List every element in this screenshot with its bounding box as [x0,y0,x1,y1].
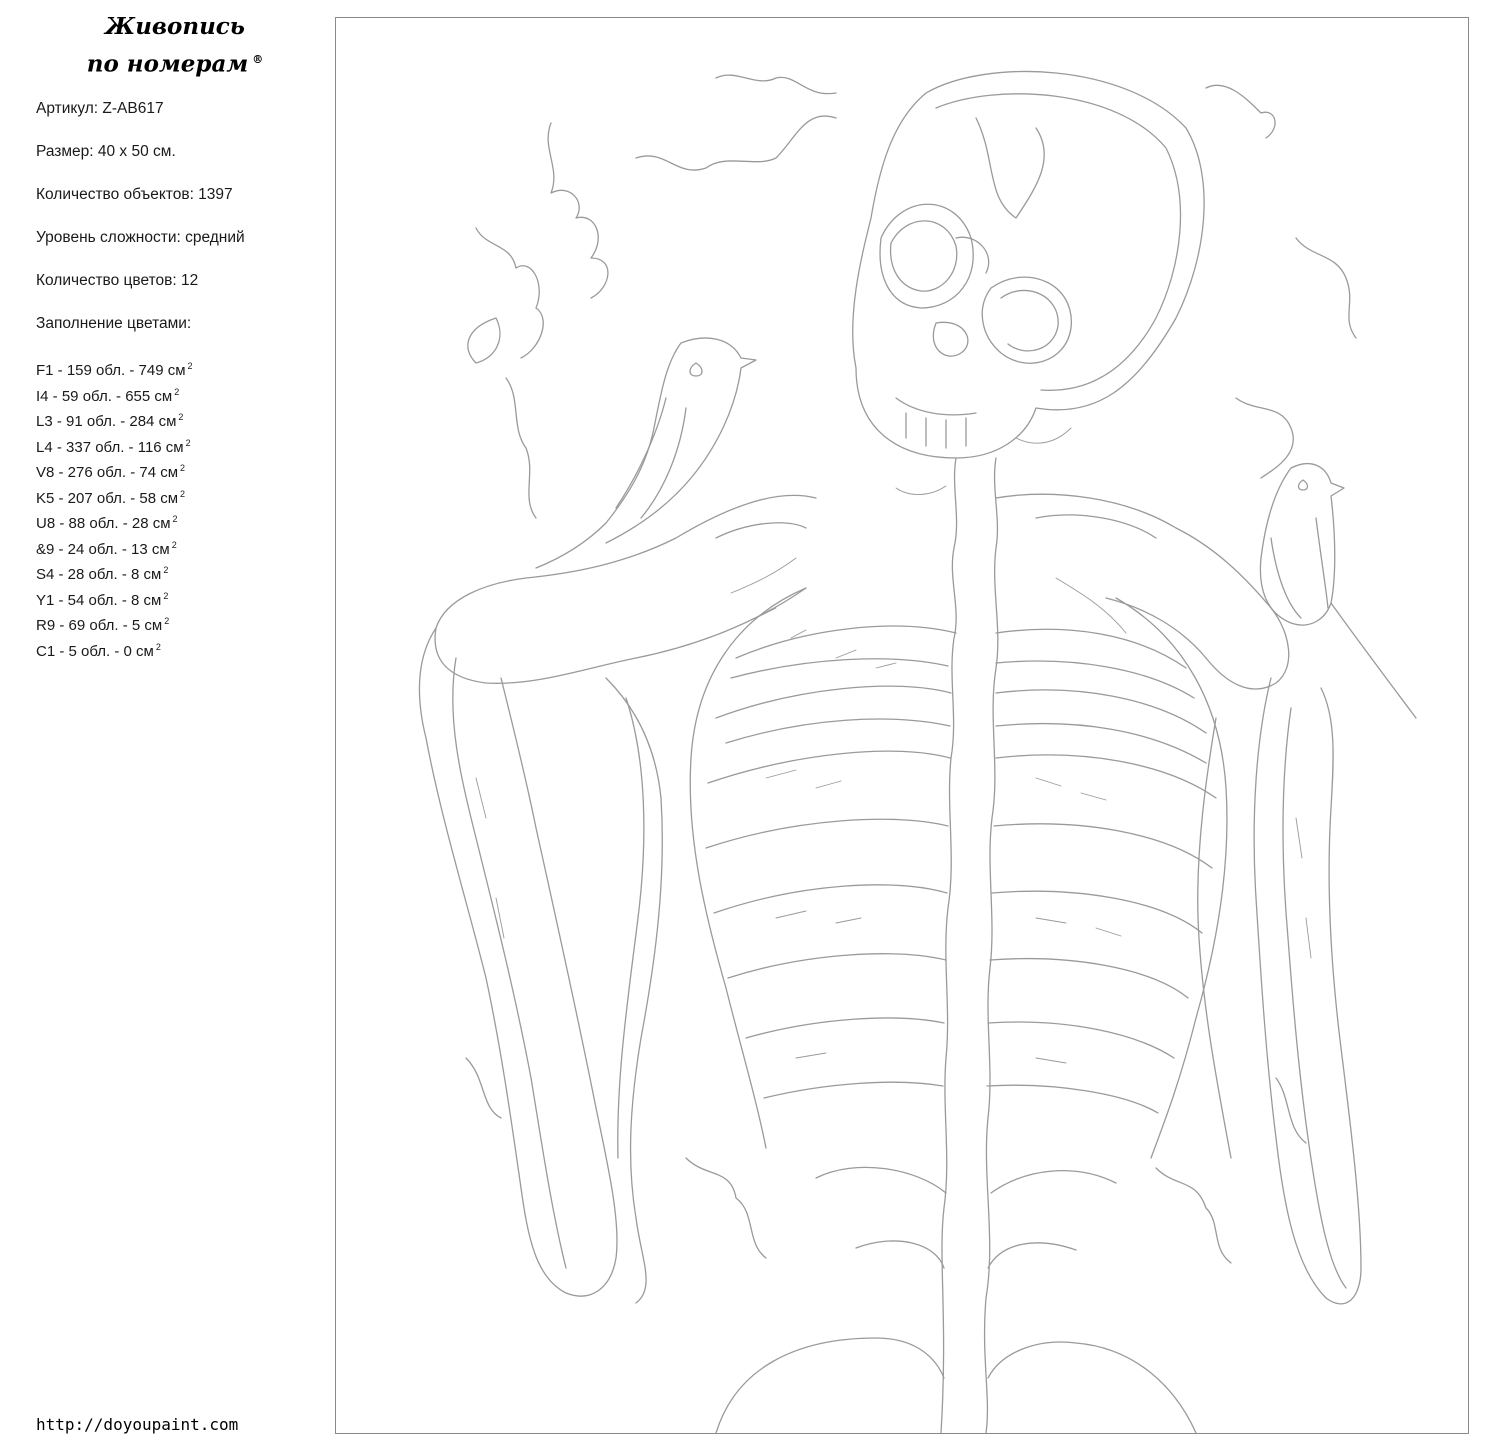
spine-outline [941,458,998,1433]
fill-item-text: K5 - 207 обл. - 58 см [36,489,179,507]
fill-item-unit: 2 [163,590,169,601]
color-fill-list [36,356,193,662]
size-label: Размер: 40 х 50 см. [36,143,176,160]
right-arm-outline [1198,678,1361,1304]
article-label: Артикул: Z-AB617 [36,100,164,117]
skeleton-with-birds-outline-icon [336,18,1468,1433]
fill-item-text: L4 - 337 обл. - 116 см [36,438,184,456]
brand-logo [60,10,290,81]
fill-item [36,484,193,510]
brand-line-2-text: по номерам [86,50,249,78]
fill-item-text: Y1 - 54 обл. - 8 см [36,591,162,609]
objects-count-label: Количество объектов: 1397 [36,186,233,203]
coloring-canvas [335,17,1469,1434]
right-bird-outline [1260,464,1416,718]
fill-item-unit: 2 [172,514,178,524]
website-url[interactable]: http://doyoupaint.com [36,1415,239,1434]
fill-item-text: L3 - 91 обл. - 284 см [36,413,177,430]
info-panel [0,0,330,1453]
fill-item [36,586,193,612]
fill-item-text: R9 - 69 обл. - 5 см [36,617,163,634]
fill-item [36,407,193,433]
fill-item [36,433,193,459]
fill-item [36,637,193,663]
left-bird-outline [536,338,756,568]
fill-item-unit: 2 [187,361,193,371]
fill-item-text: I4 - 59 обл. - 655 см [36,387,173,405]
fill-item-unit: 2 [163,565,169,575]
shoulders-outline [435,494,1289,689]
colors-count-label: Количество цветов: 12 [36,272,199,289]
fill-item-unit: 2 [178,412,184,422]
fill-item [36,535,193,561]
fill-item-text: S4 - 28 обл. - 8 см [36,566,162,583]
fill-item-text: F1 - 159 обл. - 749 см [36,362,186,379]
skull-outline [853,71,1204,458]
registered-mark: ® [252,53,264,66]
brand-line-2 [60,43,290,81]
foliage-outline [466,75,1356,1263]
fill-item-text: &9 - 24 обл. - 13 см [36,540,170,558]
fill-item-unit: 2 [185,437,191,448]
fill-item-text: V8 - 276 обл. - 74 см [36,464,179,481]
fill-item [36,458,193,484]
fill-item-unit: 2 [174,386,180,397]
fill-item-unit: 2 [164,616,170,626]
fill-item [36,356,193,382]
fill-item [36,560,193,586]
fill-header-label: Заполнение цветами: [36,315,192,332]
ribcage-outline [690,588,1227,1158]
fill-item-unit: 2 [180,488,186,499]
brand-line-1: Живопись [105,13,245,40]
detail-strokes [476,428,1311,1063]
fill-item-unit: 2 [155,641,161,652]
product-info [36,98,245,356]
left-arm-outline [419,628,662,1303]
fill-item-unit: 2 [171,539,177,550]
fill-item-text: U8 - 88 обл. - 28 см [36,515,171,532]
fill-item [36,509,193,535]
difficulty-label: Уровень сложности: средний [36,229,245,246]
fill-item [36,611,193,637]
pelvis-outline [716,1167,1196,1433]
fill-item-text: C1 - 5 обл. - 0 см [36,642,154,660]
fill-item [36,382,193,408]
fill-item-unit: 2 [180,463,186,473]
